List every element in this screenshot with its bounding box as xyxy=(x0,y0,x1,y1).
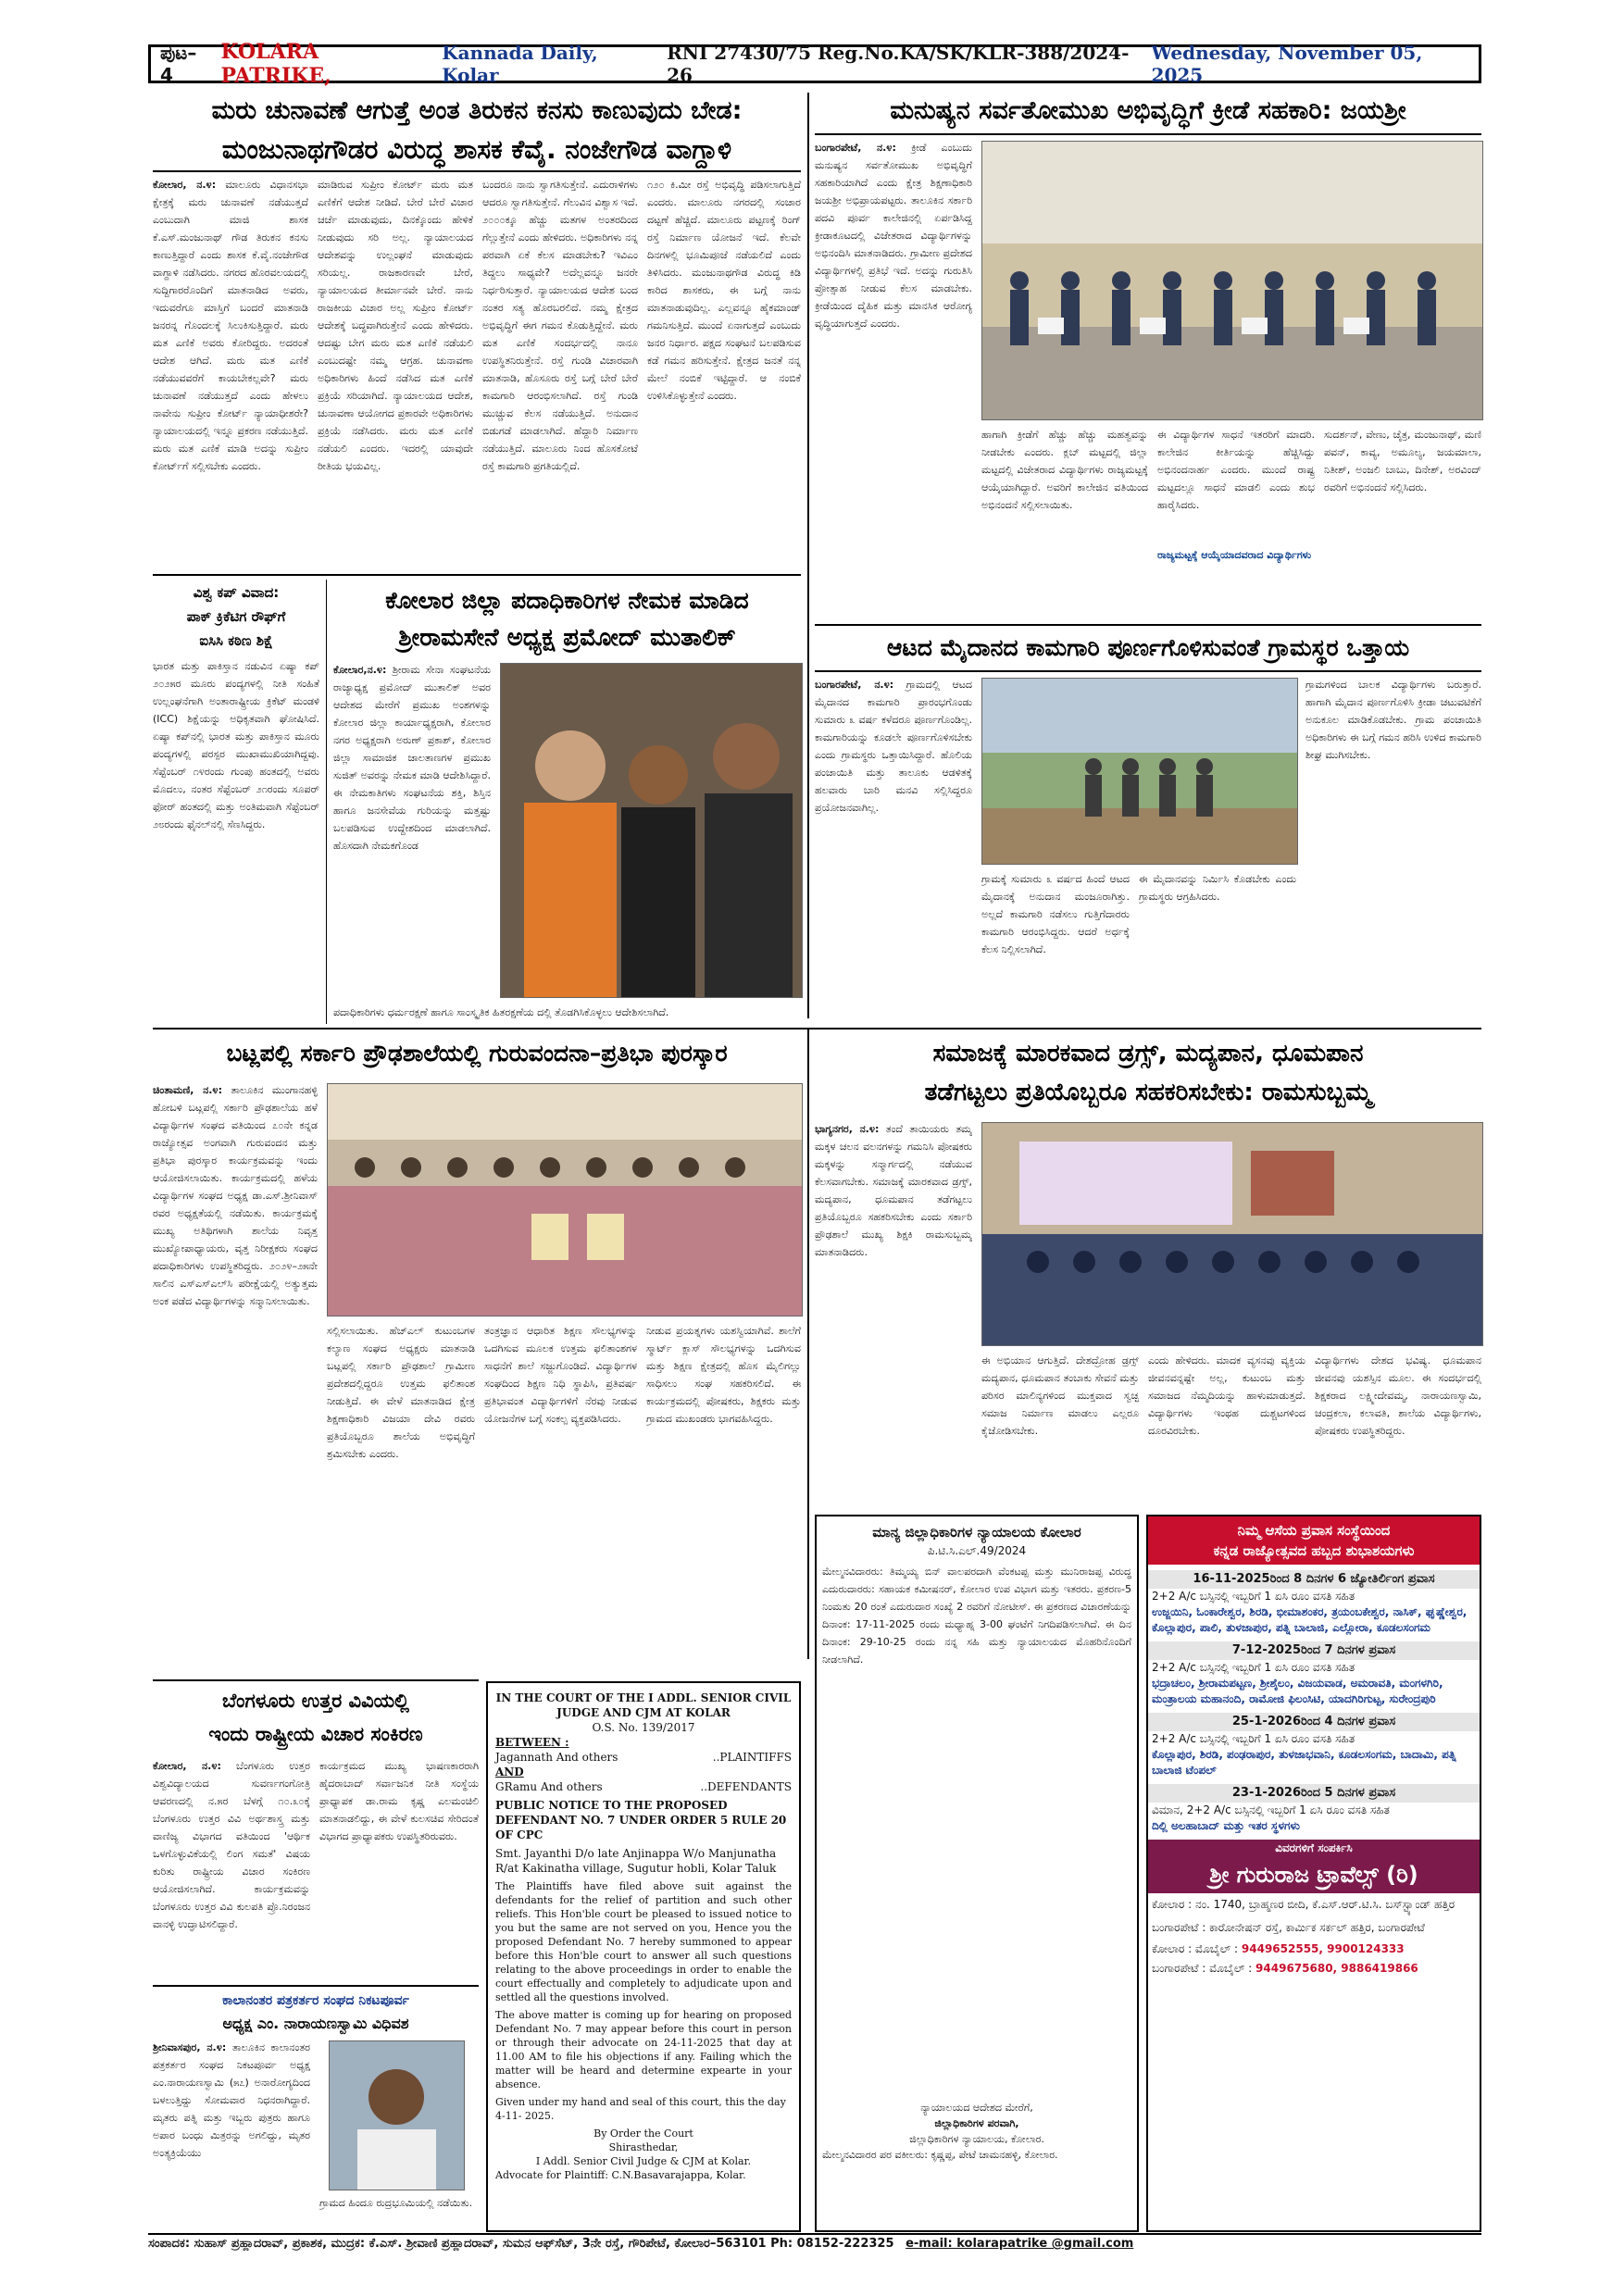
bengaluru-text-2: ಕಾರ್ಯಕ್ರಮದ ಮುಖ್ಯ ಭಾಷಣಕಾರರಾಗಿ ಹೈದರಾಬಾದ್ ಸರ್ವಾಜನಿಕ ನೀತಿ ಸಂಸ್ಥೆಯ ಪ್ರಾಧ್ಯಾಪಕ ಡಾ.ರಾಮ ಕೃಷ್ಣ ಎಲಮಂಚಿಲಿ ಮಾತನಾಡಲಿದ್ದು, ಈ ವೇಳೆ ಕುಲಸಚಿವ ಸೇರಿದಂತೆ ವಿಭಾಗದ ಪ್ರಾಧ್ಯಾಪಕರು ಉಪಸ್ಥಿತರಿರುವರು. xyxy=(319,1760,479,1842)
trip-places: ಕೊಲ್ಲಾಪುರ, ಶಿರಡಿ, ಪಂಢರಾಪುರ, ತುಳಜಾಭವಾನಿ, ಕೂಡಲಸಂಗಮ, ಬಾದಾಮಿ, ಪತ್ನಿ ಬಾಲಾಜಿ ಟೆಂಪಲ್ xyxy=(1152,1748,1456,1777)
srirama-text xyxy=(333,661,491,1004)
story1-column-1 xyxy=(153,176,308,568)
cricket-headline-line2: ಐಸಿಸಿ ಕಠಿಣ ಶಿಕ್ಷೆ xyxy=(199,632,273,649)
civil-court-notice xyxy=(486,1681,801,2232)
playground-column-1 xyxy=(815,676,972,1023)
travel-advertisement xyxy=(1146,1515,1481,2232)
drugs-column-4: ವಿದ್ಯಾರ್ಥಿಗಳು ದೇಶದ ಭವಿಷ್ಯ. ಧೂಮಪಾನ ಜೀವನವು ಯಶಸ್ಸಿನ ಮೂಲ. ಈ ಸಂದರ್ಭದಲ್ಲಿ ಶಿಕ್ಷಕರಾದ ಲಕ್ಷ್ಮೀದೇವಮ್ಮ, ನಾರಾಯಣಸ್ವಾಮಿ, ಚಂದ್ರಕಲಾ, ಕಲಾವತಿ, ಶಾಲೆಯ ವಿದ್ಯಾರ್ಥಿಗಳು, ಪೋಷಕರು ಉಪಸ್ಥಿತರಿದ್ದರು. xyxy=(1315,1354,1481,1437)
trip-date: 7-12-2025ರಿಂದ 7 ದಿನಗಳ ಪ್ರವಾಸ xyxy=(1148,1641,1480,1660)
srirama-headline-line1: ಕೋಲಾರ ಜಿಲ್ಲಾ ಪದಾಧಿಕಾರಿಗಳ ನೇಮಕ ಮಾಡಿದ xyxy=(385,587,749,614)
footer xyxy=(148,2237,1481,2251)
trip-places: ಉಜ್ಜಯಿನಿ, ಓಂಕಾರೇಶ್ವರ, ಶಿರಡಿ, ಭೀಮಾಶಂಕರ, ತ್ರಯಂಬಕೇಶ್ವರ, ನಾಸಿಕ್, ಘೃಷ್ಣೇಶ್ವರ, ಕೊಲ್ಲಾಪುರ, ಪಾಲಿ, ತುಳಜಾಪುರ, ಪತ್ನಿ ಬಾಲಾಜಿ, ಎಲ್ಲೋರಾ, ಕೂಡಲಸಂಗಮ xyxy=(1152,1605,1468,1634)
and-label: AND xyxy=(495,1766,524,1778)
travel-phone-1: 9449652555, 9900124333 xyxy=(1241,1942,1405,1955)
drugs-column-1 xyxy=(815,1120,972,1509)
story1-column-3: ಬಂದರೂ ನಾನು ಸ್ವಾಗತಿಸುತ್ತೇನೆ. ಎದುರಾಳಿಗಳು ಆದರೂ ಸ್ವಾಗತಿಸುತ್ತೇನೆ. ಗೆಲುವಿನ ವಿಶ್ವಾಸ ಇದೆ. ೨೦೦೦ಕ್ಕೂ ಹೆಚ್ಚು ಮತಗಳ ಅಂತರದಿಂದ ಗೆಲ್ಲುತ್ತೇನೆ ಎಂದು ಹೇಳಿದರು. ಅಧಿಕಾರಿಗಳು ನನ್ನ ಪರವಾಗಿ ಏಕೆ ಕೆಲಸ ಮಾಡಬೇಕು? ಇವಿಎಂ ತಿದ್ದಲು ಸಾಧ್ಯವೇ? ಅದೆಲ್ಲವನ್ನೂ ಜನರೇ ನಿರ್ಧರಿಸುತ್ತಾರೆ. ನ್ಯಾಯಾಲಯದ ಆದೇಶ ಬಂದ ನಂತರ ಸತ್ಯ ಹೊರಬರಲಿದೆ. ನಮ್ಮ ಕ್ಷೇತ್ರದ ಅಭಿವೃದ್ಧಿಗೆ ಈಗ ಗಮನ ಕೊಡುತ್ತಿದ್ದೇನೆ. ಮರು ಮತ ಎಣಿಕೆ ಸಂದರ್ಭದಲ್ಲಿ ನಾನೂ ಉಪಸ್ಥಿತನಿರುತ್ತೇನೆ. ರಸ್ತೆ ಗುಂಡಿ ವಿಚಾರವಾಗಿ ಮಾತನಾಡಿ, ಹೊಸೂರು ರಸ್ತೆ ಬಗ್ಗೆ ಬೇರೆ ಬೇರೆ ಕಾಮಗಾರಿ ಆರಂಭಿಸಲಾಗಿದೆ. ರಸ್ತೆ ಗುಂಡಿ ಮುಚ್ಚುವ ಕೆಲಸ ನಡೆಯುತ್ತಿದೆ. ಅನುದಾನ ಬಿಡುಗಡೆ ಮಾಡಲಾಗಿದೆ. ಹೆದ್ದಾರಿ ನಿರ್ಮಾಣ ನಡೆಯುತ್ತಿದೆ. ಮಾಲೂರು ನಿಂದ ಹೊಸಕೋಟೆ ರಸ್ತೆ ಕಾಮಗಾರಿ ಪ್ರಗತಿಯಲ್ಲಿದೆ. xyxy=(482,179,638,472)
trip-date: 23-1-2026ರಿಂದ 5 ದಿನಗಳ ಪ್ರವಾಸ xyxy=(1148,1784,1480,1803)
trip-bus-info: 2+2 A/c ಬಸ್ಸಿನಲ್ಲಿ ಇಬ್ಬರಿಗೆ 1 ಏಸಿ ರೂಂ ವಸತಿ ಸಹಿತ xyxy=(1152,1661,1355,1674)
sports-column-1 xyxy=(815,139,972,620)
school-headline: ಬಟ್ಲಪಲ್ಲಿ ಸರ್ಕಾರಿ ಪ್ರೌಢಶಾಲೆಯಲ್ಲಿ ಗುರುವಂದನಾ–ಪ್ರತಿಭಾ ಪುರಸ್ಕಾರ xyxy=(226,1040,728,1067)
bengaluru-text xyxy=(153,1757,310,1979)
trip-bus-info: 2+2 A/c ಬಸ್ಸಿನಲ್ಲಿ ಇಬ್ಬರಿಗೆ 1 ಏಸಿ ರೂಂ ವಸತಿ ಸಹಿತ xyxy=(1152,1732,1355,1745)
school-column-2: ಸಲ್ಲಿಸಲಾಯಿತು. ಹೆಚ್ಎಲ್ ಕುಟುಂಬಗಳ ಕಲ್ಯಾಣ ಸಂಘದ ಅಧ್ಯಕ್ಷರು ಮಾತನಾಡಿ ಬಟ್ಲಪಲ್ಲಿ ಸರ್ಕಾರಿ ಪ್ರೌಢಶಾಲೆ ಗ್ರಾಮೀಣ ಪ್ರದೇಶದಲ್ಲಿದ್ದರೂ ಉತ್ತಮ ಫಲಿತಾಂಶ ನೀಡುತ್ತಿದೆ. ಈ ವೇಳೆ ಮಾತನಾಡಿದ ಕ್ಷೇತ್ರ ಶಿಕ್ಷಣಾಧಿಕಾರಿ ವಿಜಯಾ ದೇವಿ ರವರು ಪ್ರತಿಯೊಬ್ಬರೂ ಶಾಲೆಯ ಅಭಿವೃದ್ಧಿಗೆ ಶ್ರಮಿಸಬೇಕು ಎಂದರು. xyxy=(327,1325,475,1460)
public-notice-heading: PUBLIC NOTICE TO THE PROPOSED DEFENDANT NO. 7 UNDER ORDER 5 RULE 20 OF CPC xyxy=(495,1799,787,1841)
plaintiff-party: Jagannath And others xyxy=(495,1751,618,1764)
travel-header-line1: ನಿಮ್ಮ ಆಸೆಯ ಪ್ರವಾಸ ಸಂಸ್ಥೆಯಿಂದ xyxy=(1148,1516,1480,1541)
trip-date: 16-11-2025ರಿಂದ 8 ದಿನಗಳ 6 ಜ್ಯೋತಿರ್ಲಿಂಗ ಪ್ರವಾಸ xyxy=(1148,1570,1480,1589)
dc-signoff-1: ನ್ಯಾಯಾಲಯದ ಆದೇಶದ ಮೇರೆಗೆ, xyxy=(920,2102,1033,2114)
sports-kicker: ವಿಶ್ವ ಕಪ್ ವಿವಾದ: xyxy=(193,584,280,601)
defendant-party: GRamu And others xyxy=(495,1780,603,1793)
footer-email: e-mail: kolarapatrike @gmail.com xyxy=(906,2237,1134,2251)
dc-notice-title: ಮಾನ್ಯ ಜಿಲ್ಲಾಧಿಕಾರಿಗಳ ನ್ಯಾಯಾಲಯ ಕೋಲಾರ xyxy=(872,1524,1081,1541)
srirama-leaders-photo xyxy=(500,663,803,998)
srirama-dateline: ಕೋಲಾರ,ನ.೪: xyxy=(333,664,387,676)
dc-signoff-2: ಜಿಲ್ಲಾಧಿಕಾರಿಗಳ ಪರವಾಗಿ, xyxy=(934,2117,1019,2129)
trip-bus-info: 2+2 A/c ಬಸ್ಸಿನಲ್ಲಿ ಇಬ್ಬರಿಗೆ 1 ಏಸಿ ರೂಂ ವಸತಿ ಸಹಿತ xyxy=(1152,1590,1355,1603)
travel-address-2: ಬಂಗಾರಪೇಟೆ : ಕಾರೋನೇಷನ್ ರಸ್ತೆ, ಕಾರ್ಮಿಕ ಸರ್ಕಲ್ ಹತ್ತಿರ, ಬಂಗಾರಪೇಟೆ xyxy=(1152,1921,1425,1934)
school-text: ತಾಲೂಕಿನ ಮುಂಗಾನಹಳ್ಳಿ ಹೋಬಳಿ ಬಟ್ಲಪಲ್ಲಿ ಸರ್ಕಾರಿ ಪ್ರೌಢಶಾಲೆಯ ಹಳೆ ವಿದ್ಯಾರ್ಥಿಗಳ ಸಂಘದ ವತಿಯಿಂದ ೭೦ನೇ ಕನ್ನಡ ರಾಜ್ಯೋತ್ಸವ ಅಂಗವಾಗಿ ಗುರುವಂದನ ಮತ್ತು ಪ್ರತಿಭಾ ಪುರಸ್ಕಾರ ಕಾರ್ಯಕ್ರಮವನ್ನು ಇಂದು ಆಯೋಜಿಸಲಾಯಿತು. ಕಾರ್ಯಕ್ರಮದಲ್ಲಿ ಹಳೆಯ ವಿದ್ಯಾರ್ಥಿಗಳ ಸಂಘದ ಅಧ್ಯಕ್ಷ ಡಾ.ಎಸ್.ಶ್ರೀನಿವಾಸ್ ರವರ ಅಧ್ಯಕ್ಷತೆಯಲ್ಲಿ ನಡೆಯಿತು. ಕಾರ್ಯಕ್ರಮಕ್ಕೆ ಮುಖ್ಯ ಅತಿಥಿಗಳಾಗಿ ಶಾಲೆಯ ನಿವೃತ್ತ ಮುಖ್ಯೋಪಾಧ್ಯಾಯರು, ವೃತ್ತ ನಿರೀಕ್ಷಕರು ಸಂಘದ ಪದಾಧಿಕಾರಿಗಳು ಉಪಸ್ಥಿತರಿದ್ದರು. ೨೦೨೪–೨೫ನೇ ಸಾಲಿನ ಎಸ್‌ಎಸ್‌ಎಲ್‌ಸಿ ಪರೀಕ್ಷೆಯಲ್ಲಿ ಅತ್ಯುತ್ತಮ ಅಂಕ ಪಡೆದ ವಿದ್ಯಾರ್ಥಿಗಳನ್ನು ಸನ್ಮಾನಿಸಲಾಯಿತು. xyxy=(153,1084,318,1307)
person-portrait-icon xyxy=(330,2041,464,2190)
story1-headline-line2: ಮಂಜುನಾಥಗೌಡರ ವಿರುದ್ಧ ಶಾಸಕ ಕೆವೈ. ನಂಜೇಗೌಡ ವಾಗ್ದಾಳಿ xyxy=(221,134,732,165)
playground-column-4: ಗ್ರಾಮಗಳಿಂದ ಬಾಲಕ ವಿದ್ಯಾರ್ಥಿಗಳು ಬರುತ್ತಾರೆ. ಹಾಗಾಗಿ ಮೈದಾನ ಪೂರ್ಣಗೊಳಿಸಿ ಕ್ರೀಡಾ ಚಟುವಟಿಕೆಗೆ ಅನುಕೂಲ ಮಾಡಿಕೊಡಬೇಕು. ಗ್ರಾಮ ಪಂಚಾಯಿತಿ ಅಧಿಕಾರಿಗಳು ಈ ಬಗ್ಗೆ ಗಮನ ಹರಿಸಿ ಉಳಿದ ಕಾಮಗಾರಿ ಶೀಘ್ರ ಮುಗಿಸಬೇಕು. xyxy=(1305,679,1481,761)
registration-number: RNI 27430/75 Reg.No.KA/SK/KLR-388/2024-26 xyxy=(667,42,1130,86)
group-photo-icon xyxy=(982,142,1482,419)
travel-company-name: ಶ್ರೀ ಗುರುರಾಜ ಟ್ರಾವೆಲ್ಸ್ (ರಿ) xyxy=(1148,1856,1480,1893)
playground-column-2: ಗ್ರಾಮಕ್ಕೆ ಸುಮಾರು ೩ ವರ್ಷದ ಹಿಂದೆ ಆಟದ ಮೈದಾನಕ್ಕೆ ಅನುದಾನ ಮಂಜೂರಾಗಿತ್ತು. ಅಲ್ಲದೆ ಕಾಮಗಾರಿ ನಡೆಸಲು ಗುತ್ತಿಗೆದಾರರು ಕಾಮಗಾರಿ ಆರಂಭಿಸಿದ್ದರು. ಆದರೆ ಅರ್ಧಕ್ಕೆ ಕೆಲಸ ನಿಲ್ಲಿಸಲಾಗಿದೆ. xyxy=(981,873,1130,955)
sports-column-2: ಹಾಗಾಗಿ ಕ್ರೀಡೆಗೆ ಹೆಚ್ಚು ಹೆಚ್ಚು ಮಹತ್ವವನ್ನು ನೀಡಬೇಕು ಎಂದರು. ಕ್ಲಬ್ ಮಟ್ಟದಲ್ಲಿ ಜಿಲ್ಲಾ ಮಟ್ಟದಲ್ಲಿ ವಿಜೇತರಾದ ವಿದ್ಯಾರ್ಥಿಗಳು ರಾಜ್ಯಮಟ್ಟಕ್ಕೆ ಆಯ್ಕೆಯಾಗಿದ್ದಾರೆ. ಅವರಿಗೆ ಕಾಲೇಜಿನ ವತಿಯಿಂದ ಅಭಿನಂದನೆ ಸಲ್ಲಿಸಲಾಯಿತು. xyxy=(981,429,1148,511)
school-column-4: ನೀಡುವ ಪ್ರಯತ್ನಗಳು ಯಶಸ್ವಿಯಾಗಿವೆ. ಶಾಲೆಗೆ ಸ್ಮಾರ್ಟ್ ಕ್ಲಾಸ್ ಸೌಲಭ್ಯಗಳನ್ನು ಒದಗಿಸುವ ಮತ್ತು ಶಿಕ್ಷಣ ಕ್ಷೇತ್ರದಲ್ಲಿ ಹೊಸ ಮೈಲಿಗಲ್ಲು ಸಾಧಿಸಲು ಸಂಘ ಸಹಕರಿಸಲಿದೆ. ಈ ಕಾರ್ಯಕ್ರಮದಲ್ಲಿ ಪೋಷಕರು, ಶಿಕ್ಷಕರು ಮತ್ತು ಗ್ರಾಮದ ಮುಖಂಡರು ಭಾಗವಹಿಸಿದ್ದರು. xyxy=(646,1325,801,1425)
divider xyxy=(815,624,1481,626)
plaintiffs-label: ..PLAINTIFFS xyxy=(712,1751,792,1764)
drugs-column-3: ಎಂದು ಹೇಳಿದರು. ಮಾದಕ ವ್ಯಸನವು ವ್ಯಕ್ತಿಯ ಜೀವನವನ್ನಷ್ಟೇ ಅಲ್ಲ, ಕುಟುಂಬ ಮತ್ತು ಸಮಾಜದ ನೆಮ್ಮದಿಯನ್ನು ಹಾಳುಮಾಡುತ್ತದೆ. ವಿದ್ಯಾರ್ಥಿಗಳು ಇಂಥಹ ದುಶ್ಚಟಗಳಿಂದ ದೂರವಿರಬೇಕು. xyxy=(1148,1354,1305,1437)
school-dateline: ಚಿಂತಾಮಣಿ, ನ.೪: xyxy=(153,1084,222,1096)
between-label: BETWEEN : xyxy=(495,1736,569,1749)
column-divider xyxy=(807,93,809,1018)
school-column-1 xyxy=(153,1081,318,1674)
plaintiff-advocate: Advocate for Plaintiff: C.N.Basavarajappa, Kolar. xyxy=(495,2169,746,2181)
cricket-text: ಭಾರತ ಮತ್ತು ಪಾಕಿಸ್ತಾನ ನಡುವಿನ ಏಷ್ಯಾ ಕಪ್ ೨೦೨೫ರ ಮೂರು ಪಂದ್ಯಗಳಲ್ಲಿ ನೀತಿ ಸಂಹಿತೆ ಉಲ್ಲಂಘನೆಗಾಗಿ ಅಂತಾರಾಷ್ಟ್ರೀಯ ಕ್ರಿಕೆಟ್ ಮಂಡಳಿ (ICC) ಶಿಕ್ಷೆಯನ್ನು ಅಧಿಕೃತವಾಗಿ ಘೋಷಿಸಿದೆ. ಏಷ್ಯಾ ಕಪ್‌ನಲ್ಲಿ ಭಾರತ ಮತ್ತು ಪಾಕಿಸ್ತಾನ ಮೂರು ಪಂದ್ಯಗಳಲ್ಲಿ ಪರಸ್ಪರ ಮುಖಾಮುಖಿಯಾಗಿದ್ದವು. ಸೆಪ್ಟೆಂಬರ್ ೧೪ರಂದು ಗುಂಪು ಹಂತದಲ್ಲಿ ಅವರು ಮೊದಲು, ನಂತರ ಸೆಪ್ಟೆಂಬರ್ ೨೧ರಂದು ಸೂಪರ್ ಫೋರ್ ಹಂತದಲ್ಲಿ ಮತ್ತು ಅಂತಿಮವಾಗಿ ಸೆಪ್ಟೆಂಬರ್ ೨೮ರಂದು ಫೈನಲ್‌ನಲ್ಲಿ ಸೆಣಸಿದ್ದರು. xyxy=(153,660,319,830)
travel-phone-label-2: ಬಂಗಾರಪೇಟೆ : ಮೊಬೈಲ್ : xyxy=(1152,1962,1253,1975)
divider xyxy=(153,170,801,172)
trip-list xyxy=(1148,1570,1480,1834)
divider xyxy=(815,670,1481,672)
divider xyxy=(153,1028,1481,1029)
dc-case-number: ಪಿ.ಟಿ.ಸಿ.ಎಲ್.49/2024 xyxy=(927,1544,1027,1557)
obituary-headline: ಕಾಲಾನಂತರ ಪತ್ರಕರ್ತರ ಸಂಘದ ನಿಕಟಪೂರ್ವ xyxy=(222,1993,409,2008)
trip-places: ದಿಲ್ಲಿ ಅಲಹಾಬಾದ್ ಮತ್ತು ಇತರ ಸ್ಥಳಗಳು xyxy=(1152,1819,1300,1832)
playground-text: ಗ್ರಾಮದಲ್ಲಿ ಆಟದ ಮೈದಾನದ ಕಾಮಗಾರಿ ಪ್ರಾರಂಭಗೊಂಡು ಸುಮಾರು ೩ ವರ್ಷ ಕಳೆದರೂ ಪೂರ್ಣಗೊಂಡಿಲ್ಲ. ಕಾಮಗಾರಿಯನ್ನು ಕೂಡಲೇ ಪೂರ್ಣಗೊಳಿಸಬೇಕು ಎಂದು ಗ್ರಾಮಸ್ಥರು ಒತ್ತಾಯಿಸಿದ್ದಾರೆ. ಹೊಲಿಯ ಪಂಚಾಯಿತಿ ಮತ್ತು ತಾಲೂಕು ಆಡಳಿತಕ್ಕೆ ಹಲವಾರು ಬಾರಿ ಮನವಿ ಸಲ್ಲಿಸಿದ್ದರೂ ಪ್ರಯೋಜನವಾಗಿಲ್ಲ. xyxy=(815,679,972,814)
travel-phone-label-1: ಕೋಲಾರ : ಮೊಬೈಲ್ : xyxy=(1152,1942,1239,1955)
travel-address-1: ಕೋಲಾರ : ನಂ. 1740, ಬ್ರಾಹ್ಮಣರ ಬೀದಿ, ಕೆ.ಎಸ್.ಆರ್.ಟಿ.ಸಿ. ಬಸ್‌ಸ್ಟ್ಯಾಂಡ್ ಹತ್ತಿರ xyxy=(1152,1898,1455,1911)
dc-signoff-3: ಜಿಲ್ಲಾಧಿಕಾರಿಗಳ ನ್ಯಾಯಾಲಯ, ಕೋಲಾರ. xyxy=(909,2133,1044,2145)
trip-bus-info: ವಿಮಾನ, 2+2 A/c ಬಸ್ಸಿನಲ್ಲಿ ಇಬ್ಬರಿಗೆ 1 ಏಸಿ ರೂಂ ವಸತಿ ಸಹಿತ xyxy=(1152,1803,1390,1816)
srirama-headline-line2: ಶ್ರೀರಾಮಸೇನೆ ಅಧ್ಯಕ್ಷ ಪ್ರಮೋದ್ ಮುತಾಲಿಕ್ xyxy=(398,624,736,652)
footer-imprint: ಸಂಪಾದಕ: ಸುಹಾಸ್ ಪ್ರಹ್ಲಾದರಾವ್, ಪ್ರಕಾಶಕ, ಮುದ್ರಕ: ಕೆ.ಎಸ್. ಶ್ರೀವಾಣಿ ಪ್ರಹ್ಲಾದರಾವ್, ಸುಮನ ಆಫ್‌ಸೆಟ್, 3ನೇ ರಸ್ತೆ, ಗೌರಿಪೇಟೆ, ಕೋಲಾರ–563101 Ph: 08152-222325 xyxy=(148,2237,894,2251)
portrait-photo-icon xyxy=(501,664,802,997)
judge-designation: I Addl. Senior Civil Judge & CJM at Kolar. xyxy=(535,2155,752,2167)
school-event-photo xyxy=(327,1083,803,1316)
notice-given: Given under my hand and seal of this court, this the day 4-11- 2025. xyxy=(495,2096,786,2122)
sports-text: ಕ್ರೀಡೆ ಎಂಬುದು ಮನುಷ್ಯನ ಸರ್ವತೋಮುಖ ಅಭಿವೃದ್ಧಿಗೆ ಸಹಕಾರಿಯಾಗಿದೆ ಎಂದು ಕ್ಷೇತ್ರ ಶಿಕ್ಷಣಾಧಿಕಾರಿ ಜಯಶ್ರೀ ಅಭಿಪ್ರಾಯಪಟ್ಟರು. ತಾಲೂಕಿನ ಸರ್ಕಾರಿ ಪದವಿ ಪೂರ್ವ ಕಾಲೇಜಿನಲ್ಲಿ ಏರ್ಪಡಿಸಿದ್ದ ಕ್ರೀಡಾಕೂಟದಲ್ಲಿ ವಿಜೇತರಾದ ವಿದ್ಯಾರ್ಥಿಗಳನ್ನು ಅಭಿನಂದಿಸಿ ಮಾತನಾಡಿದರು. ಗ್ರಾಮೀಣ ಪ್ರದೇಶದ ವಿದ್ಯಾರ್ಥಿಗಳಲ್ಲಿ ಪ್ರತಿಭೆ ಇದೆ. ಅದನ್ನು ಗುರುತಿಸಿ ಪ್ರೋತ್ಸಾಹ ನೀಡುವ ಕೆಲಸ ಮಾಡಬೇಕು. ಕ್ರೀಡೆಯಿಂದ ದೈಹಿಕ ಮತ್ತು ಮಾನಸಿಕ ಆರೋಗ್ಯ ವೃದ್ಧಿಯಾಗುತ್ತದೆ ಎಂದರು. xyxy=(815,142,972,330)
obituary-name: ಅಧ್ಯಕ್ಷ ಎಂ. ನಾರಾಯಣಸ್ವಾಮಿ ವಿಧಿವಶ xyxy=(222,2015,409,2032)
travel-phone-2: 9449675680, 9886419866 xyxy=(1255,1962,1418,1975)
masthead xyxy=(148,40,1481,88)
dc-court-notice xyxy=(815,1515,1139,2232)
sports-column-3: ಈ ವಿದ್ಯಾರ್ಥಿಗಳ ಸಾಧನೆ ಇತರರಿಗೆ ಮಾದರಿ. ಕಾಲೇಜಿನ ಕೀರ್ತಿಯನ್ನು ಹೆಚ್ಚಿಸಿದ್ದು ಅಭಿನಂದನಾರ್ಹ ಎಂದರು. ಮುಂದೆ ರಾಷ್ಟ್ರ ಮಟ್ಟದಲ್ಲೂ ಸಾಧನೆ ಮಾಡಲಿ ಎಂದು ಶುಭ ಹಾರೈಸಿದರು. xyxy=(1157,429,1315,511)
divider xyxy=(148,2233,1481,2235)
divider xyxy=(326,580,327,1024)
dc-notice-body: ಮೇಲ್ಮನವಿದಾರರು: ತಿಮ್ಮಯ್ಯ ಬಿನ್ ವಾಲಪರದಾಗಿ ವೆಂಕಟಪ್ಪ ಮತ್ತು ಮುನಿರಾಜಪ್ಪ ವಿರುದ್ಧ ಎದುರುದಾರರು: ಸಹಾಯಕ ಕಮೀಷನರ್, ಕೋಲಾರ ಉಪ ವಿಭಾಗ ಮತ್ತು ಇತರರು. ಪ್ರಕರಣ-5 ನಿಂಮತು 20 ರಂತೆ ಎದುರುದಾರ ಸಂಖ್ಯೆ 2 ರವರಿಗೆ ನೋಟೀಸ್. ಈ ಪ್ರಕರಣದ ವಿಚಾರಣೆಯನ್ನು ದಿನಾಂಕ: 17-11-2025 ರಂದು ಮಧ್ಯಾಹ್ನ 3-00 ಘಂಟೆಗೆ ನಿಗದಿಪಡಿಸಲಾಗಿದೆ. ಈ ದಿನ ದಿನಾಂಕ: 29-10-25 ರಂದು ನನ್ನ ಸಹಿ ಮತ್ತು ನ್ಯಾಯಾಲಯದ ಮೊಹರಿನೊಂದಿಗೆ ನೀಡಲಾಗಿದೆ. xyxy=(822,1566,1131,1666)
column-divider xyxy=(807,1029,809,1659)
story1-text: ಮಾಲೂರು ವಿಧಾನಸಭಾ ಕ್ಷೇತ್ರಕ್ಕೆ ಮರು ಚುನಾವಣೆ ನಡೆಯುತ್ತದೆ ಎಂಬುದಾಗಿ ಮಾಜಿ ಶಾಸಕ ಕೆ.ಎಸ್.ಮಂಜುನಾಥ್ ಗೌಡ ತಿರುಕನ ಕನಸು ಕಾಣುತ್ತಿದ್ದಾರೆ ಎಂದು ಶಾಸಕ ಕೆ.ವೈ.ನಂಜೇಗೌಡ ವಾಗ್ದಾಳಿ ನಡೆಸಿದರು. ನಗರದ ಹೊರವಲಯದಲ್ಲಿ ಸುದ್ದಿಗಾರರೊಂದಿಗೆ ಮಾತನಾಡಿದ ಅವರು, ಇದುವರೆಗೂ ಮಾಸ್ತಿಗೆ ಬಂದರೆ ಮಾತನಾಡಿ ಜನರನ್ನ ಗೊಂದಲಕ್ಕೆ ಸಿಲುಕಿಸುತ್ತಿದ್ದಾರೆ. ಮರು ಮತ ಎಣಿಕೆ ಅವರು ಕೋರಿದ್ದರು. ಅದರಂತೆ ಆದೇಶ ಆಗಿದೆ. ಮರು ಮತ ಎಣಿಕೆ ನಡೆಯುವವರೆಗೆ ಕಾಯಬೇಕಲ್ಲವೇ? ಮರು ಚುನಾವಣೆ ನಡೆಯುತ್ತದೆ ಎಂದು ಹೇಳಲು ನಾವೇನು ಸುಪ್ರೀಂ ಕೋರ್ಟ್ ನ್ಯಾಯಾಧೀಶರೇ? ನ್ಯಾಯಾಲಯದಲ್ಲಿ ಇನ್ನೂ ಪ್ರಕರಣ ನಡೆಯುತ್ತಿದೆ. ಮರು ಮತ ಎಣಿಕೆ ಮಾಡಿ ಅದನ್ನು ಸುಪ್ರೀಂ ಕೋರ್ಟ್‌ಗೆ ಸಲ್ಲಿಸಬೇಕು ಎಂದರು. xyxy=(153,179,308,472)
defendants-label: ..DEFENDANTS xyxy=(700,1780,792,1793)
playground-headline: ಆಟದ ಮೈದಾನದ ಕಾಮಗಾರಿ ಪೂರ್ಣಗೊಳಿಸುವಂತೆ ಗ್ರಾಮಸ್ಥರ ಒತ್ತಾಯ xyxy=(886,634,1410,661)
sports-students-photo xyxy=(981,141,1483,420)
classroom-photo-icon xyxy=(982,1123,1482,1345)
bengaluru-dateline: ಕೋಲಾರ, ನ.೪: xyxy=(153,1760,221,1772)
playground-column-3: ಈ ಮೈದಾನವನ್ನು ನಿರ್ಮಿಸಿ ಕೊಡಬೇಕು ಎಂದು ಗ್ರಾಮಸ್ಥರು ಆಗ್ರಹಿಸಿದರು. xyxy=(1139,873,1296,903)
shirasthedar: Shirasthedar, xyxy=(608,2141,679,2153)
divider xyxy=(153,574,801,576)
travel-contact-label: ವಿವರಗಳಿಗೆ ಸಂಪರ್ಕಿಸಿ xyxy=(1148,1840,1480,1856)
divider xyxy=(153,1985,479,1987)
page-number: ಪುಟ–4 xyxy=(160,42,197,86)
notice-addressee: Smt. Jayanthi D/o late Anjinappa W/o Manjunatha R/at Kakinatha village, Sugutur hobli, Kolar Taluk xyxy=(495,1847,777,1875)
notice-body-2: The above matter is coming up for hearing on proposed Defendant No. 7 may appear before this court in person or through their advocate on 24-11-2025 that day at 11.00 AM to file his objections if any. Failing which the matter will be heard and determine expearte in your absence. xyxy=(495,2009,792,2090)
newspaper-subtitle: Kannada Daily, Kolar xyxy=(442,42,598,86)
os-number: O.S. No. 139/2017 xyxy=(592,1721,695,1734)
sports-headline: ಮನುಷ್ಯನ ಸರ್ವತೋಮುಖ ಅಭಿವೃದ್ಧಿಗೆ ಕ್ರೀಡೆ ಸಹಕಾರಿ: ಜಯಶ್ರೀ xyxy=(890,96,1406,125)
issue-date: Wednesday, November 05, 2025 xyxy=(1151,42,1423,86)
notice-body-1: The Plaintiffs have filed above suit against the defendants for the relief of partition and such other reliefs. This Hon'ble court be pleased to issued notice to you but the same are not served on you, Hence you the proposed Defendant No. 7 hereby summoned to appear before this Hon'ble court to answer all such questions relating to the above proceedings in order to enable the court effectually and completely to adjudicate upon and settled all the questions involved. xyxy=(495,1880,792,2003)
srirama-caption: ಪದಾಧಿಕಾರಿಗಳು ಧರ್ಮರಕ್ಷಣೆ ಹಾಗೂ ಸಾಂಸ್ಕೃತಿಕ ಹಿತರಕ್ಷಣೆಯ ದಲ್ಲಿ ತೊಡಗಿಸಿಕೊಳ್ಳಲು ಆದೇಶಿಸಲಾಗಿದೆ. xyxy=(333,1006,669,1018)
drugs-column-2: ಈ ಅಭಿಯಾನ ಆಗುತ್ತಿದೆ. ದೇಶದ್ರೋಹ ಡ್ರಗ್ಸ್ ಮದ್ಯಪಾನ, ಧೂಮಪಾನ ತಂಬಾಕು ಸೇವನೆ ಮತ್ತು ಪರಿಸರ ಮಾಲಿನ್ಯಗಳಿಂದ ಮುಕ್ತವಾದ ಸ್ವಚ್ಛ ಸಮಾಜ ನಿರ್ಮಾಣ ಮಾಡಲು ಎಲ್ಲರೂ ಕೈಜೋಡಿಸಬೇಕು. xyxy=(981,1354,1139,1437)
story1-column-4: ೧೨೦ ಕಿ.ಮೀ ರಸ್ತೆ ಅಭಿವೃದ್ಧಿ ಪಡಿಸಲಾಗುತ್ತಿದೆ ಎಂದರು. ಮಾಲೂರು ನಗರದಲ್ಲಿ ಸಂಚಾರ ದಟ್ಟಣೆ ಹೆಚ್ಚಿದೆ. ಮಾಲೂರು ಪಟ್ಟಣಕ್ಕೆ ರಿಂಗ್ ರಸ್ತೆ ನಿರ್ಮಾಣ ಯೋಜನೆ ಇದೆ. ಕೆಲವೇ ದಿನಗಳಲ್ಲಿ ಭೂಮಿಪೂಜೆ ನಡೆಯಲಿದೆ ಎಂದು ತಿಳಿಸಿದರು. ಮಂಜುನಾಥಗೌಡ ವಿರುದ್ಧ ಕಿಡಿ ಕಾರಿದ ಶಾಸಕರು, ಈ ಬಗ್ಗೆ ನಾನು ಮಾತನಾಡುವುದಿಲ್ಲ. ಎಲ್ಲವನ್ನೂ ಹೈಕಮಾಂಡ್ ಗಮನಿಸುತ್ತಿದೆ. ಮುಂದೆ ಏನಾಗುತ್ತದೆ ಎಂಬುದು ಜನರ ನಿರ್ಧಾರ. ಪಕ್ಷದ ಸಂಘಟನೆ ಬಲಪಡಿಸುವ ಕಡೆ ಗಮನ ಹರಿಸುತ್ತೇನೆ. ಕ್ಷೇತ್ರದ ಜನತೆ ನನ್ನ ಮೇಲೆ ನಂಬಿಕೆ ಇಟ್ಟಿದ್ದಾರೆ. ಆ ನಂಬಿಕೆ ಉಳಿಸಿಕೊಳ್ಳುತ್ತೇನೆ ಎಂದರು. xyxy=(647,179,801,402)
obituary-caption: ಗ್ರಾಮದ ಹಿಂದೂ ರುದ್ರಭೂಮಿಯಲ್ಲಿ ನಡೆಯಿತು. xyxy=(319,2197,473,2209)
travel-header-line2: ಕನ್ನಡ ರಾಜ್ಯೋತ್ಸವದ ಹಬ್ಬದ ಶುಭಾಶಯಗಳು xyxy=(1148,1541,1480,1565)
story1-dateline: ಕೋಲಾರ, ನ.೪: xyxy=(153,179,217,191)
divider xyxy=(153,1679,479,1681)
drugs-dateline: ಭಾಗ್ಯನಗರ, ನ.೪: xyxy=(815,1123,880,1135)
drugs-text: ತಂದೆ ತಾಯಿಯರು ತಮ್ಮ ಮಕ್ಕಳ ಚಲನ ವಲನಗಳನ್ನು ಗಮನಿಸಿ ಪೋಷಕರು ಮಕ್ಕಳನ್ನು ಸನ್ಮಾರ್ಗದಲ್ಲಿ ನಡೆಯುವ ಕೆಲಸವಾಗಬೇಕು. ಸಮಾಜಕ್ಕೆ ಮಾರಕವಾದ ಡ್ರಗ್ಸ್, ಮದ್ಯಪಾನ, ಧೂಮಪಾನ ತಡೆಗಟ್ಟಲು ಪ್ರತಿಯೊಬ್ಬರೂ ಸಹಕರಿಸಬೇಕು ಎಂದು ಸರ್ಕಾರಿ ಪ್ರೌಢಶಾಲೆ ಮುಖ್ಯ ಶಿಕ್ಷಕಿ ರಾಮಸುಬ್ಬಮ್ಮ ಮಾತನಾಡಿದರು. xyxy=(815,1123,972,1258)
obituary-portrait xyxy=(329,2040,465,2190)
playground-photo xyxy=(981,678,1298,865)
trip-places: ಭದ್ರಾಚಲಂ, ಶ್ರೀರಾಮಪಟ್ಟಣ, ಶ್ರೀಶೈಲಂ, ವಿಜಯವಾಡ, ಅಮರಾವತಿ, ಮಂಗಳಗಿರಿ, ಮಂತ್ರಾಲಯ ಮಹಾನಂದಿ, ರಾಮೋಜಿ ಫಿಲಂಸಿಟಿ, ಯಾದಗಿರಿಗುಟ್ಟ, ಸುರೇಂದ್ರಪುರಿ xyxy=(1152,1677,1443,1705)
civil-court-title: IN THE COURT OF THE I ADDL. SENIOR CIVIL JUDGE AND CJM AT KOLAR xyxy=(495,1691,792,1719)
newspaper-name: KOLARA PATRIKE, xyxy=(220,40,331,88)
cricket-headline-line1: ಪಾಕ್ ಕ್ರಿಕೆಟಿಗ ರೌಫ್‌ಗೆ xyxy=(186,608,286,625)
drugs-awareness-photo xyxy=(981,1122,1483,1346)
sports-column-4: ಸುದರ್ಶನ್, ವೇಣು, ಚೈತ್ರ, ಮಂಜುನಾಥ್, ಮಣಿ ಪವನ್, ಕಾವ್ಯ, ಅಮೂಲ್ಯ, ಜಯಮಾಲಾ, ನಿತೀಶ್, ಅಂಜಲಿ ಬಾಬು, ದಿನೇಶ್, ಅರವಿಂದ್ ರವರಿಗೆ ಅಭಿನಂದನೆ ಸಲ್ಲಿಸಿದರು. xyxy=(1324,429,1481,493)
sports-photo-caption: ರಾಜ್ಯಮಟ್ಟಕ್ಕೆ ಆಯ್ಕೆಯಾದವರಾದ ವಿದ್ಯಾರ್ಥಿಗಳು xyxy=(1157,549,1312,561)
obituary-dateline: ಶ್ರೀನಿವಾಸಪುರ, ನ.೪: xyxy=(153,2041,227,2053)
drugs-headline-line2: ತಡೆಗಟ್ಟಲು ಪ್ರತಿಯೊಬ್ಬರೂ ಸಹಕರಿಸಬೇಕು: ರಾಮಸುಬ್ಬಮ್ಮ xyxy=(924,1079,1372,1106)
school-column-3: ತಂತ್ರಜ್ಞಾನ ಆಧಾರಿತ ಶಿಕ್ಷಣ ಸೌಲಭ್ಯಗಳನ್ನು ಒದಗಿಸುವ ಮೂಲಕ ಉತ್ತಮ ಫಲಿತಾಂಶಗಳ ಸಾಧನೆಗೆ ಶಾಲೆ ಸಜ್ಜುಗೊಂಡಿದೆ. ವಿದ್ಯಾರ್ಥಿಗಳ ಸಂಘದಿಂದ ಶಿಕ್ಷಣ ನಿಧಿ ಸ್ಥಾಪಿಸಿ, ಪ್ರತಿವರ್ಷ ಪ್ರತಿಭಾವಂತ ವಿದ್ಯಾರ್ಥಿಗಳಿಗೆ ನೆರವು ನೀಡುವ ಯೋಜನೆಗಳ ಬಗ್ಗೆ ಸಂಕಲ್ಪ ವ್ಯಕ್ತಪಡಿಸಿದರು. xyxy=(484,1325,637,1425)
obituary-text xyxy=(153,2039,310,2233)
sports-dateline: ಬಂಗಾರಪೇಟೆ, ನ.೪: xyxy=(815,142,896,154)
bengaluru-body: ಬೆಂಗಳೂರು ಉತ್ತರ ವಿಶ್ವವಿದ್ಯಾಲಯದ ಸುವರ್ಣಗಂಗೋತ್ರಿ ಆವರಣದಲ್ಲಿ ನ.೫ರ ಬೆಳಗ್ಗೆ ೧೦.೩೦ಕ್ಕೆ ಬೆಂಗಳೂರು ಉತ್ತರ ವಿವಿ ಅರ್ಥಶಾಸ್ತ್ರ ಮತ್ತು ವಾಣಿಜ್ಯ ವಿಭಾಗದ ವತಿಯಿಂದ 'ಆರ್ಥಿಕ ಒಳಗೊಳ್ಳುವಿಕೆಯಲ್ಲಿ ಲಿಂಗ ಸಮತೆ' ವಿಷಯ ಕುರಿತು ರಾಷ್ಟ್ರೀಯ ವಿಚಾರ ಸಂಕಿರಣ ಆಯೋಜಿಸಲಾಗಿದೆ. ಕಾರ್ಯಕ್ರಮವನ್ನು ಬೆಂಗಳೂರು ಉತ್ತರ ವಿವಿ ಕುಲಪತಿ ಪ್ರೊ.ನಿರಂಜನ ವಾನಳ್ಳಿ ಉದ್ಘಾಟಿಸಲಿದ್ದಾರೆ. xyxy=(153,1760,310,1930)
trip-date: 25-1-2026ರಿಂದ 4 ದಿನಗಳ ಪ್ರವಾಸ xyxy=(1148,1713,1480,1731)
divider xyxy=(815,133,1481,135)
field-photo-icon xyxy=(982,679,1297,864)
obituary-body: ತಾಲೂಕಿನ ಕಾಲಾನಂತರ ಪತ್ರಕರ್ತರ ಸಂಘದ ನಿಕಟಪೂರ್ವ ಅಧ್ಯಕ್ಷ ಎಂ.ನಾರಾಯಣಸ್ವಾಮಿ (೫೭) ಅನಾರೋಗ್ಯದಿಂದ ಬಳಲುತ್ತಿದ್ದು ಸೋಮವಾರ ನಿಧನರಾಗಿದ್ದಾರೆ. ಮೃತರು ಪತ್ನಿ ಮತ್ತು ಇಬ್ಬರು ಪುತ್ರರು ಹಾಗೂ ಅಪಾರ ಬಂಧು ಮಿತ್ರರನ್ನು ಅಗಲಿದ್ದು, ಮೃತರ ಅಂತ್ಯಕ್ರಿಯೆಯು xyxy=(153,2041,310,2159)
story1-headline-line1: ಮರು ಚುನಾವಣೆ ಆಗುತ್ತೆ ಅಂತ ತಿರುಕನ ಕನಸು ಕಾಣುವುದು ಬೇಡ: xyxy=(211,96,743,125)
bengaluru-headline-line2: ಇಂದು ರಾಷ್ಟ್ರೀಯ ವಿಚಾರ ಸಂಕಿರಣ xyxy=(208,1723,423,1745)
dc-appellant-lawyer: ಮೇಲ್ಮನವಿದಾರರ ಪರ ವಕೀಲರು: ಕೃಷ್ಣಪ್ಪ, ಪೇಟೆ ಚಾಮನಹಳ್ಳಿ, ಕೋಲಾರ. xyxy=(822,2149,1058,2161)
bengaluru-headline-line1: ಬೆಂಗಳೂರು ಉತ್ತರ ವಿವಿಯಲ್ಲಿ xyxy=(222,1690,409,1712)
playground-dateline: ಬಂಗಾರಪೇಟೆ, ನ.೪: xyxy=(815,679,894,691)
stage-photo-icon xyxy=(328,1084,802,1316)
srirama-body: ಶ್ರೀರಾಮ ಸೇನಾ ಸಂಘಟನೆಯ ರಾಜ್ಯಾಧ್ಯಕ್ಷ ಪ್ರಮೋದ್ ಮುತಾಲಿಕ್ ಅವರ ಆದೇಶದ ಮೇರೆಗೆ ಪ್ರಮುಖ ಅಂಶಗಳನ್ನು ಕೋಲಾರ ಜಿಲ್ಲಾ ಕಾರ್ಯಾಧ್ಯಕ್ಷರಾಗಿ, ಕೋಲಾರ ನಗರ ಅಧ್ಯಕ್ಷರಾಗಿ ಅರುಣ್ ಪ್ರಕಾಶ್, ಕೋಲಾರ ಜಿಲ್ಲಾ ಸಾಮಾಜಿಕ ಜಾಲತಾಣಗಳ ಪ್ರಮುಖ ಸುಜಿತ್ ಅವರನ್ನು ನೇಮಕ ಮಾಡಿ ಆದೇಶಿಸಿದ್ದಾರೆ. ಈ ನೇಮಕಾತಿಗಳು ಸಂಘಟನೆಯ ಶಕ್ತಿ, ಶಿಸ್ತಿನ ಹಾಗೂ ಜನಸೇವೆಯ ಗುರಿಯನ್ನು ಮತ್ತಷ್ಟು ಬಲಪಡಿಸುವ ಉದ್ದೇಶದಿಂದ ಮಾಡಲಾಗಿದೆ. ಹೊಸದಾಗಿ ನೇಮಕಗೊಂಡ xyxy=(333,664,491,852)
story1-column-2: ಮಾಡಿರುವ ಸುಪ್ರೀಂ ಕೋರ್ಟ್ ಮರು ಮತ ಎಣಿಕೆಗೆ ಆದೇಶ ನೀಡಿದೆ. ಬೇರೆ ಬೇರೆ ವಿಚಾರ ಚರ್ಚೆ ಮಾಡುವುದು, ದಿನಕ್ಕೊಂದು ಹೇಳಿಕೆ ನೀಡುವುದು ಸರಿ ಅಲ್ಲ. ನ್ಯಾಯಾಲಯದ ಆದೇಶವನ್ನು ಉಲ್ಲಂಘನೆ ಮಾಡುವುದು ಸರಿಯಲ್ಲ. ರಾಜಕಾರಣವೇ ಬೇರೆ, ನ್ಯಾಯಾಲಯದ ತೀರ್ಮಾನವೇ ಬೇರೆ. ನಾನು ರಾಜಕೀಯ ವಿಚಾರ ಅಲ್ಲ ಸುಪ್ರೀಂ ಕೋರ್ಟ್ ಆದೇಶಕ್ಕೆ ಬದ್ಧವಾಗಿರುತ್ತೇನೆ ಎಂದು ಹೇಳಿದರು. ಆದಷ್ಟು ಬೇಗ ಮರು ಮತ ಎಣಿಕೆ ನಡೆಯಲಿ ಎಂಬುದಷ್ಟೇ ನಮ್ಮ ಆಗ್ರಹ. ಚುನಾವಣಾ ಅಧಿಕಾರಿಗಳು ಹಿಂದೆ ನಡೆಸಿದ ಮತ ಎಣಿಕೆ ಪ್ರಕ್ರಿಯೆ ಸರಿಯಾಗಿದೆ. ನ್ಯಾಯಾಲಯದ ಆದೇಶ, ಚುನಾವಣಾ ಆಯೋಗದ ಪ್ರಕಾರವೇ ಅಧಿಕಾರಿಗಳು ಪ್ರಕ್ರಿಯೆ ನಡೆಸಿದರು. ಮರು ಮತ ಎಣಿಕೆ ನಡೆಯಲಿ ಎಂದರು. ಇದರಲ್ಲಿ ಯಾವುದೇ ರೀತಿಯ ಭಯವಿಲ್ಲ. xyxy=(318,179,473,472)
drugs-headline-line1: ಸಮಾಜಕ್ಕೆ ಮಾರಕವಾದ ಡ್ರಗ್ಸ್, ಮದ್ಯಪಾನ, ಧೂಮಪಾನ xyxy=(932,1040,1364,1067)
by-order: By Order the Court xyxy=(593,2128,693,2140)
